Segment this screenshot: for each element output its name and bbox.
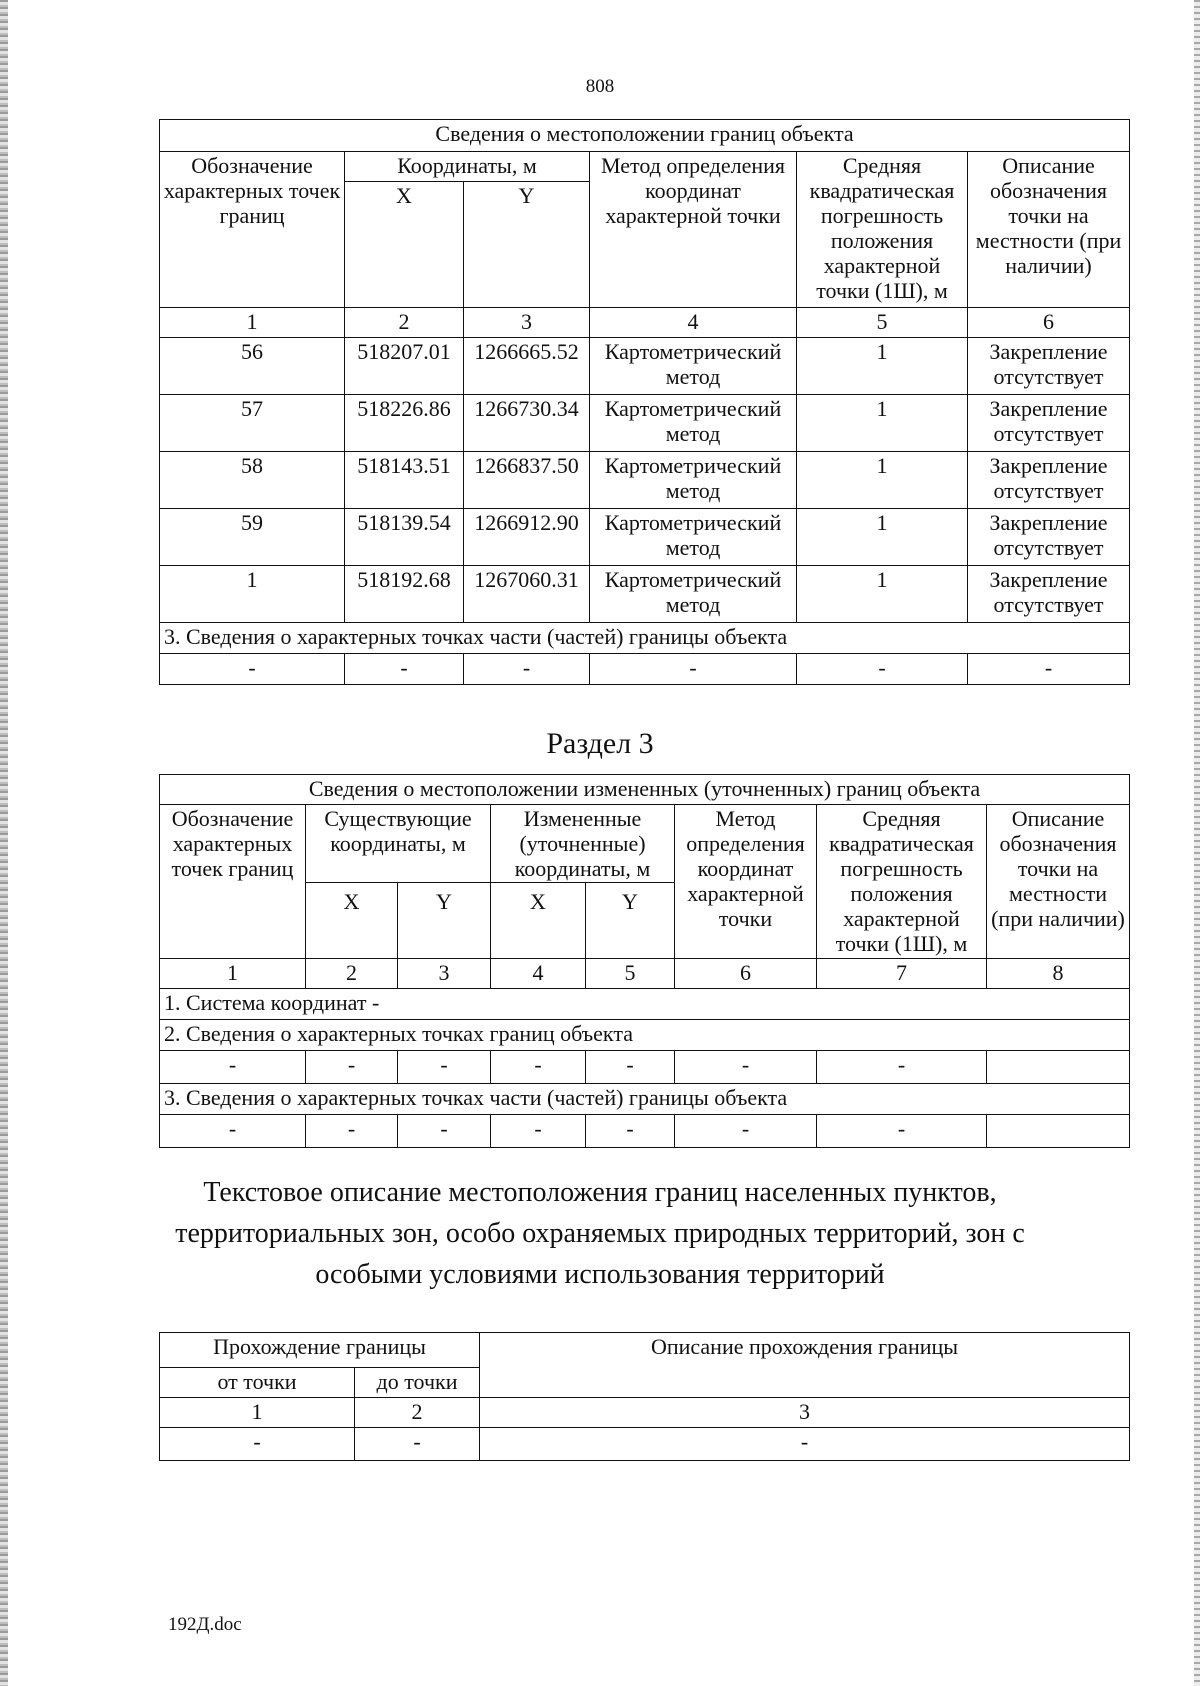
header-changed-coordinates: Измененные (уточненные) координаты, м (491, 805, 675, 883)
point-cell: 56 (160, 338, 345, 395)
header-method: Метод определения координат характерной точки (590, 152, 797, 308)
error-cell: 1 (797, 509, 968, 566)
dash-cell: - (160, 654, 345, 685)
dash-cell: - (817, 1115, 987, 1148)
table-row (160, 452, 1130, 509)
header-description: Описание обозначения точки на местности (при наличии) (987, 805, 1130, 959)
header-x: X (345, 182, 464, 308)
dash-cell: - (464, 654, 590, 685)
dash-cell: - (306, 1051, 398, 1084)
dash-cell: - (675, 1051, 817, 1084)
method-cell: Картометрический метод (590, 338, 797, 395)
col-number: 5 (797, 308, 968, 338)
table-row (160, 1428, 1130, 1461)
description-cell: Закрепление отсутствует (968, 338, 1130, 395)
header-error: Средняя квадратическая погрешность положения характерной точки (1Ш), м (797, 152, 968, 308)
y-cell: 1266665.52 (464, 338, 590, 395)
column-numbers-row (160, 1398, 1130, 1428)
text-description-heading: Текстовое описание местоположения границ населенных пунктов, территориальных зон, особо охраняемых природных территорий, зон с особыми условиями использования территорий (175, 1177, 1025, 1290)
col-number: 1 (160, 1398, 355, 1428)
changed-boundary-table (159, 774, 1130, 1148)
header-passage-description: Описание прохождения границы (480, 1333, 1130, 1398)
table-row (160, 509, 1130, 566)
col-number: 8 (987, 959, 1130, 989)
table-row (160, 395, 1130, 452)
header-from-point: от точки (160, 1368, 355, 1398)
x-cell: 518226.86 (345, 395, 464, 452)
dash-cell: - (398, 1115, 491, 1148)
header-to-point: до точки (355, 1368, 480, 1398)
parts-section-label: 3. Сведения о характерных точках части (частей) границы объекта (160, 623, 1130, 654)
col-number: 2 (355, 1398, 480, 1428)
dash-cell: - (817, 1051, 987, 1084)
point-cell: 59 (160, 509, 345, 566)
col-number: 2 (306, 959, 398, 989)
x-cell: 518143.51 (345, 452, 464, 509)
boundary-passage-table (159, 1332, 1130, 1461)
boundary-location-table (159, 119, 1130, 685)
dash-cell: - (160, 1115, 306, 1148)
dash-cell: - (586, 1051, 675, 1084)
col-number: 1 (160, 959, 306, 989)
table-row (160, 338, 1130, 395)
footer-filename: 192Д.doc (168, 1614, 242, 1635)
description-cell: Закрепление отсутствует (968, 509, 1130, 566)
col-number: 6 (675, 959, 817, 989)
scan-edge-right (1194, 0, 1200, 1686)
dash-cell: - (586, 1115, 675, 1148)
col-number: 1 (160, 308, 345, 338)
error-cell: 1 (797, 338, 968, 395)
header-point-designation: Обозначение характерных точек границ (160, 152, 345, 308)
dash-cell: - (491, 1051, 586, 1084)
dash-cell: - (355, 1428, 480, 1461)
x-cell: 518192.68 (345, 566, 464, 623)
header-method: Метод определения координат характерной точки (675, 805, 817, 959)
dash-cell: - (797, 654, 968, 685)
dash-cell: - (491, 1115, 586, 1148)
dash-cell: - (306, 1115, 398, 1148)
page-number: 808 (585, 76, 615, 97)
table-title: Сведения о местоположении границ объекта (160, 120, 1130, 152)
header-error: Средняя квадратическая погрешность положения характерной точки (1Ш), м (817, 805, 987, 959)
col-number: 3 (398, 959, 491, 989)
description-cell: Закрепление отсутствует (968, 566, 1130, 623)
error-cell: 1 (797, 566, 968, 623)
table-row (160, 1115, 1130, 1148)
dash-cell: - (160, 1051, 306, 1084)
empty-cell (987, 1051, 1130, 1084)
table-row (160, 654, 1130, 685)
point-cell: 57 (160, 395, 345, 452)
table-row (160, 566, 1130, 623)
col-number: 7 (817, 959, 987, 989)
header-passage: Прохождение границы (160, 1333, 480, 1368)
header-point-designation: Обозначение характерных точек границ (160, 805, 306, 959)
dash-cell: - (345, 654, 464, 685)
scan-edge-left (0, 0, 8, 1686)
method-cell: Картометрический метод (590, 509, 797, 566)
y-cell: 1267060.31 (464, 566, 590, 623)
dash-cell: - (968, 654, 1130, 685)
dash-cell: - (160, 1428, 355, 1461)
y-cell: 1266837.50 (464, 452, 590, 509)
dash-cell: - (675, 1115, 817, 1148)
header-y: Y (464, 182, 590, 308)
y-cell: 1266730.34 (464, 395, 590, 452)
y-cell: 1266912.90 (464, 509, 590, 566)
parts-section-label: 3. Сведения о характерных точках части (частей) границы объекта (160, 1084, 1130, 1115)
header-existing-coordinates: Существующие координаты, м (306, 805, 491, 883)
coord-system-label: 1. Система координат - (160, 989, 1130, 1020)
x-cell: 518207.01 (345, 338, 464, 395)
point-cell: 58 (160, 452, 345, 509)
header-changed-x: X (491, 883, 586, 959)
method-cell: Картометрический метод (590, 395, 797, 452)
header-changed-y: Y (586, 883, 675, 959)
dash-cell: - (480, 1428, 1130, 1461)
error-cell: 1 (797, 452, 968, 509)
col-number: 4 (590, 308, 797, 338)
column-numbers-row (160, 308, 1130, 338)
col-number: 3 (464, 308, 590, 338)
table-row (160, 1051, 1130, 1084)
table-title: Сведения о местоположении измененных (уточненных) границ объекта (160, 775, 1130, 805)
description-cell: Закрепление отсутствует (968, 452, 1130, 509)
header-coordinates: Координаты, м (345, 152, 590, 182)
points-section-label: 2. Сведения о характерных точках границ объекта (160, 1020, 1130, 1051)
header-description: Описание обозначения точки на местности (при наличии) (968, 152, 1130, 308)
x-cell: 518139.54 (345, 509, 464, 566)
col-number: 5 (586, 959, 675, 989)
col-number: 3 (480, 1398, 1130, 1428)
column-numbers-row (160, 959, 1130, 989)
col-number: 4 (491, 959, 586, 989)
description-cell: Закрепление отсутствует (968, 395, 1130, 452)
empty-cell (987, 1115, 1130, 1148)
error-cell: 1 (797, 395, 968, 452)
dash-cell: - (590, 654, 797, 685)
col-number: 6 (968, 308, 1130, 338)
method-cell: Картометрический метод (590, 452, 797, 509)
header-existing-x: X (306, 883, 398, 959)
col-number: 2 (345, 308, 464, 338)
dash-cell: - (398, 1051, 491, 1084)
point-cell: 1 (160, 566, 345, 623)
method-cell: Картометрический метод (590, 566, 797, 623)
section-heading: Раздел 3 (546, 727, 654, 760)
header-existing-y: Y (398, 883, 491, 959)
